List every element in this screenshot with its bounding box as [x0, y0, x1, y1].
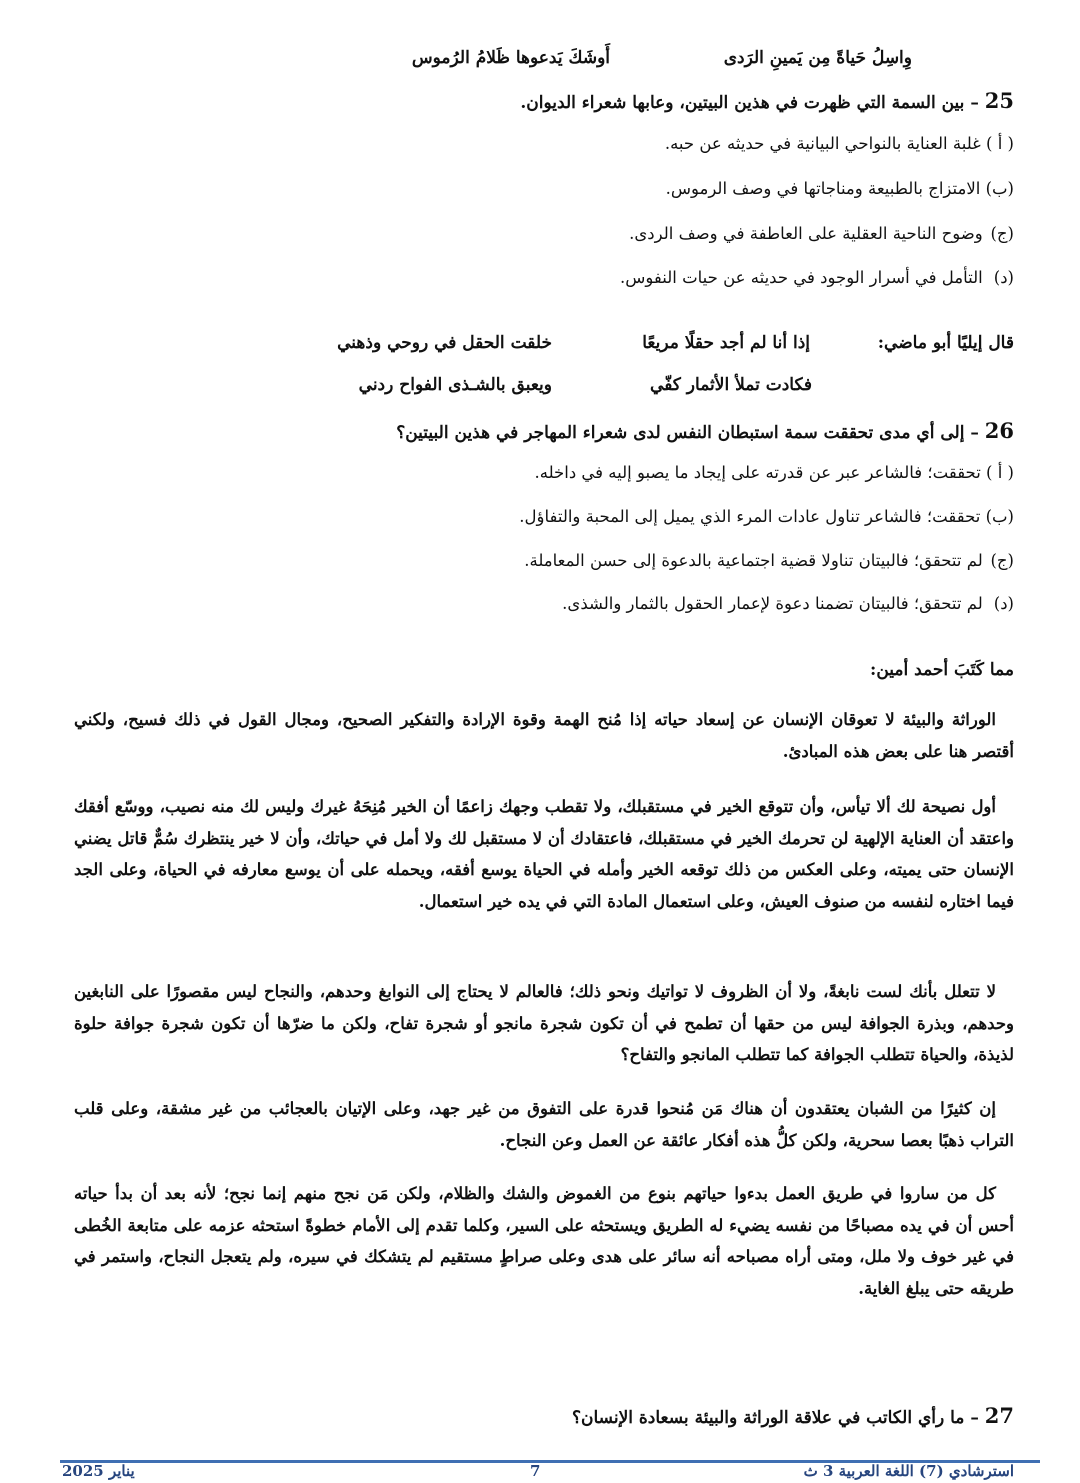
option-text: الامتزاج بالطبيعة ومناجاتها في وصف الرموس.: [665, 179, 981, 198]
question-text: ما رأي الكاتب في علاقة الوراثة والبيئة بسعادة الإنسان؟: [571, 1408, 965, 1428]
option-label: (د): [993, 268, 1014, 287]
option-label: ( أ ): [986, 463, 1014, 482]
option-text: تحققت؛ فالشاعر عبر عن قدرته على إيجاد ما يصبو إليه في داخله.: [534, 463, 981, 482]
question-dash: –: [970, 93, 979, 113]
q25-option-c[interactable]: [629, 224, 1014, 243]
option-label: (ج): [990, 551, 1014, 570]
page-number: 7: [530, 1462, 541, 1480]
q26-option-c[interactable]: [524, 551, 1014, 570]
q25-option-d[interactable]: [620, 268, 1014, 287]
question-number: 25: [984, 88, 1014, 113]
question-dash: –: [970, 423, 979, 443]
q26-option-a[interactable]: [534, 463, 1014, 482]
poem-intro: قال إيليًا أبو ماضي:: [877, 333, 1014, 353]
option-label: ( أ ): [986, 134, 1014, 153]
option-label: (ج): [990, 224, 1014, 243]
option-text: لم تتحقق؛ فالبيتان تناولا قضية اجتماعية بالدعوة إلى حسن المعاملة.: [524, 551, 983, 570]
passage-paragraph-2: أول نصيحة لك ألا تيأس، وأن تتوقع الخير في مستقبلك، ولا تقطب وجهك زاعمًا أن الخير مُنِحَهُ غيرك وليس لك منه نصيب، ووسّع أفقك واعتقد أن العناية الإلهية لن تحرمك الخير في مستقبلك، فاعتقادك أن لا مستقبل لك ولا أمل في حياتك، وأن لا خير ينتظرك سُمٌّ قاتل يضني الإنسان حتى يميته، وعلى العكس من ذلك توقعه الخير وأمله في الحياة يوسع أفقه، ويحمله على أن يوسع معارفه في الحياة، وعلى الجد فيما اختاره لنفسه من صنوف العيش، وعلى استعمال المادة التي في يده خير استعمال.: [74, 797, 1014, 911]
poem-line1-second: خلقت الحقل في روحي وذهني: [337, 333, 552, 353]
poem-line2-first: فكادت تملأ الأثمار كفّي: [650, 375, 812, 395]
option-label: (ب): [985, 179, 1014, 198]
passage-paragraph-5: كل من ساروا في طريق العمل بدءوا حياتهم بنوع من الغموض والشك والظلام، ولكن مَن نجح منهم إنما نجح؛ لأنه بعد أن بدأ حياته أحس أن في يده مصباحًا من نفسه يضيء له الطريق ويستحثه على السير، وكلما تقدم إلى الأمام خطوةً استحثه عزمه على متابعة الخُطى في غير خوف ولا ملل، ومتى أراه مصباحه أنه سائر على هدى وعلى صراطٍ مستقيم لم يتشكك في سيره، ولم يتعجل النجاح، واستمر في طريقه حتى يبلغ الغاية.: [74, 1184, 1014, 1298]
question-27: [572, 1403, 1014, 1428]
passage-paragraph-3: لا تتعلل بأنك لست نابغةً، ولا أن الظروف لا تواتيك ونحو ذلك؛ فالعالم لا يحتاج إلى النوابغ وحدهم، والنجاح ليس مقصورًا على النابغين وحدهم، وبذرة الجوافة ليس من حقها أن تطمح في أن تكون شجرة مانجو أو شجرة تفاح، ولكن ما ضرّها أن تكون شجرة جوافة حلوة لذيذة، والحياة تتطلب الجوافة كما تتطلب المانجو والتفاح؟: [74, 982, 1014, 1064]
poem-line1-first: إذا أنا لم أجد حقلًا مريعًا: [642, 333, 810, 353]
passage-paragraph-4: إن كثيرًا من الشبان يعتقدون أن هناك مَن مُنحوا قدرة على التفوق من غير جهد، وعلى الإتيان بالعجائب من غير مشقة، وعلى قلب التراب ذهبًا بعصا سحرية، ولكن كلُّ هذه أفكار عائقة عن العمل وعن النجاح.: [74, 1099, 1014, 1150]
footer-date: يناير 2025: [62, 1462, 135, 1480]
q25-option-a[interactable]: [665, 134, 1014, 153]
q26-option-d[interactable]: [562, 594, 1014, 613]
option-text: التأمل في أسرار الوجود في حديثه عن حيات النفوس.: [620, 268, 983, 287]
option-text: تحققت؛ فالشاعر تناول عادات المرء الذي يميل إلى المحبة والتفاؤل.: [519, 507, 981, 526]
poem-line2-second: ويعبق بالشـذى الفواح ردني: [358, 375, 552, 395]
question-text: إلى أي مدى تحققت سمة استبطان النفس لدى شعراء المهاجر في هذين البيتين؟: [396, 423, 965, 443]
option-text: وضوح الناحية العقلية على العاطفة في وصف الردى.: [629, 224, 983, 243]
question-26: [396, 418, 1014, 443]
question-25: [520, 88, 1014, 113]
option-text: لم تتحقق؛ فالبيتان تضمنا دعوة لإعمار الحقول بالثمار والشذى.: [562, 594, 983, 613]
q26-option-b[interactable]: [519, 507, 1014, 526]
option-label: (ب): [985, 507, 1014, 526]
option-label: (د): [993, 594, 1014, 613]
verse-top-first: وِاسِلُ حَياةً مِن يَمينِ الرَدى: [723, 48, 912, 68]
option-text: غلبة العناية بالنواحي البيانية في حديثه عن حبه.: [664, 134, 981, 153]
question-text: بين السمة التي ظهرت في هذين البيتين، وعابها شعراء الديوان.: [520, 93, 965, 113]
passage-paragraph-1: الوراثة والبيئة لا تعوقان الإنسان عن إسعاد حياته إذا مُنح الهمة وقوة الإرادة والتفكير الصحيح، ومجال القول في ذلك فسيح، ولكني أقتصر هنا على بعض هذه المبادئ.: [74, 710, 1014, 761]
q25-option-b[interactable]: [666, 179, 1014, 198]
passage-heading: مما كَتَبَ أحمد أمين:: [870, 660, 1014, 680]
question-number: 26: [984, 418, 1014, 443]
footer-title: استرشادي (7) اللغة العربية 3 ث: [803, 1462, 1014, 1480]
verse-top-second: أَوشَكَ يَدعوها ظَلامُ الرُموس: [411, 48, 610, 68]
question-dash: –: [970, 1408, 979, 1428]
question-number: 27: [984, 1403, 1014, 1428]
